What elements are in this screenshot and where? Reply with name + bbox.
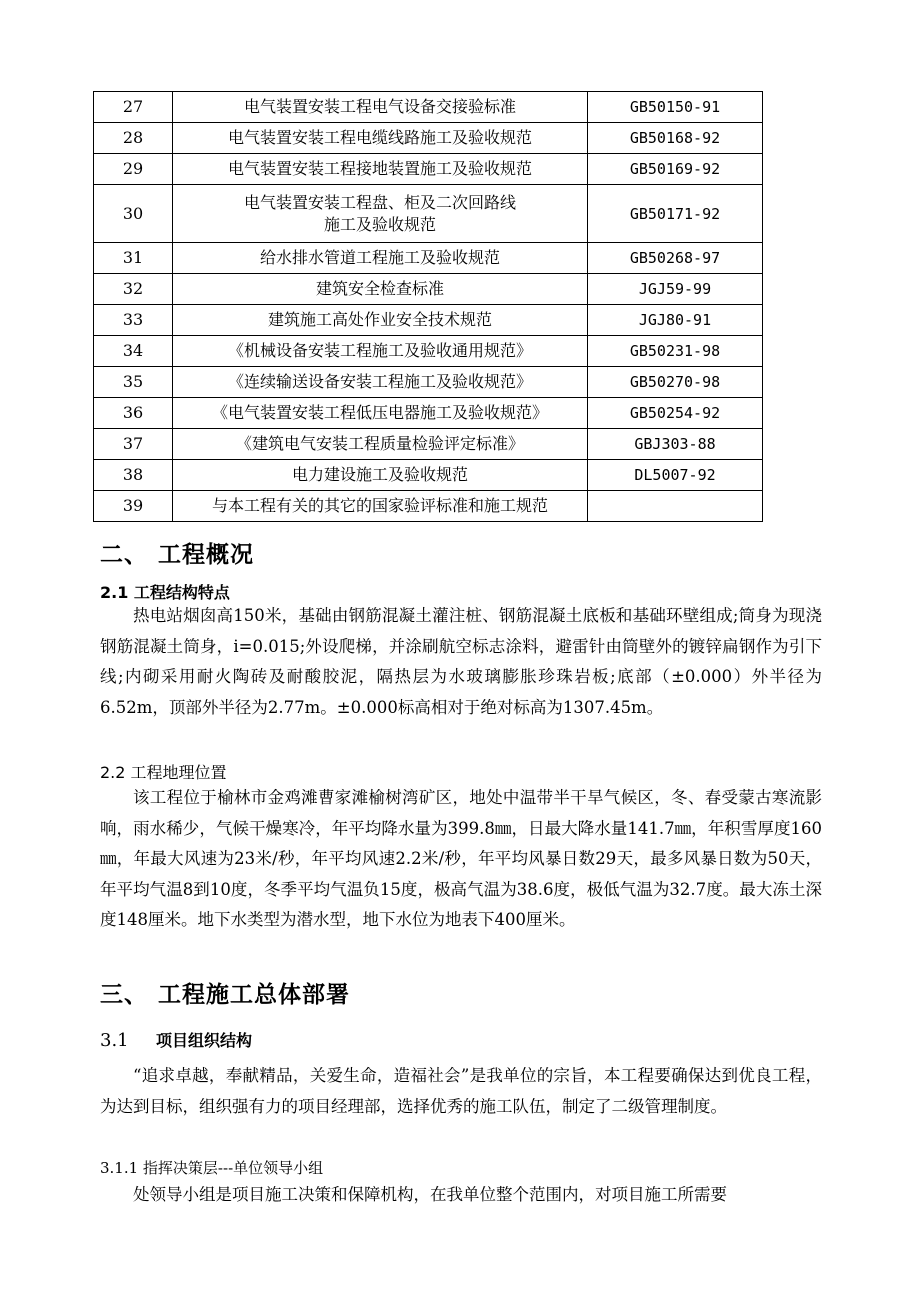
standard-code-cell: GBJ303-88 xyxy=(588,429,763,460)
row-number-cell: 36 xyxy=(94,398,173,429)
table-row xyxy=(94,123,763,154)
section-3-1-1-paragraph: 处领导小组是项目施工决策和保障机构，在我单位整个范围内，对项目施工所需要 xyxy=(133,1185,727,1204)
section-2-1-paragraph: 热电站烟囱高150米，基础由钢筋混凝土灌注桩、钢筋混凝土底板和基础环壁组成;筒身为现浇钢筋混凝土筒身，i=0.015;外设爬梯，并涂刷航空标志涂料，避雷针由筒壁外的镀锌扁钢作为引下线;内砌采用耐火陶砖及耐酸胶泥，隔热层为水玻璃膨胀珍珠岩板;底部（±0.000）外半径为6.52m，顶部外半径为2.77m。±0.000标高相对于绝对标高为1307.45m。 xyxy=(100,606,822,717)
standard-name-cell xyxy=(173,367,588,398)
standards-table-body xyxy=(94,92,763,522)
table-row xyxy=(94,367,763,398)
standard-name-line: 《连续输送设备安装工程施工及验收规范》 xyxy=(227,372,532,391)
table-row xyxy=(94,336,763,367)
table-row xyxy=(94,92,763,123)
standard-code-cell: JGJ80-91 xyxy=(588,305,763,336)
section-3-1-number: 3.1 xyxy=(100,1030,129,1051)
table-row xyxy=(94,491,763,522)
section-2-title: 工程概况 xyxy=(158,542,254,568)
table-row xyxy=(94,274,763,305)
standard-code-cell: GB50231-98 xyxy=(588,336,763,367)
standard-name-cell xyxy=(173,460,588,491)
standard-name-cell xyxy=(173,274,588,305)
section-3-1-1-heading: 3.1.1 指挥决策层---单位领导小组 xyxy=(100,1159,324,1177)
standard-name-line: 电力建设施工及验收规范 xyxy=(291,465,468,484)
section-2-number: 二、 xyxy=(100,542,148,568)
standard-name-line: 给水排水管道工程施工及验收规范 xyxy=(259,248,500,267)
section-3-title: 工程施工总体部署 xyxy=(158,982,350,1008)
row-number-cell: 28 xyxy=(94,123,173,154)
standard-name-line: 施工及验收规范 xyxy=(323,214,436,234)
standard-name-line: 电气装置安装工程接地装置施工及验收规范 xyxy=(227,159,532,178)
standard-name-line: 《电气装置安装工程低压电器施工及验收规范》 xyxy=(211,403,548,422)
row-number-cell: 35 xyxy=(94,367,173,398)
standard-name-cell xyxy=(173,398,588,429)
standard-name-cell xyxy=(173,154,588,185)
standard-code-cell: GB50171-92 xyxy=(588,185,763,243)
section-2-heading xyxy=(100,536,254,569)
standard-code-cell: GB50150-91 xyxy=(588,92,763,123)
standard-name-line: 《建筑电气安装工程质量检验评定标准》 xyxy=(235,434,524,453)
row-number-cell: 34 xyxy=(94,336,173,367)
row-number-cell: 37 xyxy=(94,429,173,460)
table-row xyxy=(94,398,763,429)
standard-code-cell: DL5007-92 xyxy=(588,460,763,491)
section-2-1-heading: 2.1 工程结构特点 xyxy=(100,583,230,602)
standard-name-line: 建筑施工高处作业安全技术规范 xyxy=(267,310,492,329)
row-number-cell: 38 xyxy=(94,460,173,491)
standard-name-line: 《机械设备安装工程施工及验收通用规范》 xyxy=(227,341,532,360)
section-3-1-title: 项目组织结构 xyxy=(156,1031,253,1050)
standard-name-cell xyxy=(173,429,588,460)
standard-code-cell xyxy=(588,491,763,522)
row-number-cell: 32 xyxy=(94,274,173,305)
row-number-cell: 33 xyxy=(94,305,173,336)
section-3-number: 三、 xyxy=(100,982,148,1008)
row-number-cell: 29 xyxy=(94,154,173,185)
row-number-cell: 31 xyxy=(94,243,173,274)
standard-name-cell xyxy=(173,243,588,274)
standard-code-cell: GB50254-92 xyxy=(588,398,763,429)
table-row xyxy=(94,460,763,491)
row-number-cell: 39 xyxy=(94,491,173,522)
standard-code-cell: GB50169-92 xyxy=(588,154,763,185)
section-3-1-heading xyxy=(100,1028,252,1051)
section-2-2-paragraph: 该工程位于榆林市金鸡滩曹家滩榆树湾矿区，地处中温带半干旱气候区，冬、春受蒙古寒流影响，雨水稀少，气候干燥寒冷，年平均降水量为399.8㎜，日最大降水量141.7㎜，年积雪厚度160㎜，年最大风速为23米/秒，年平均风速2.2米/秒，年平均风暴日数29天，最多风暴日数为50天，年平均气温8到10度，冬季平均气温负15度，极高气温为38.6度，极低气温为32.7度。最大冻土深度148厘米。地下水类型为潜水型，地下水位为地表下400厘米。 xyxy=(100,788,822,929)
standard-name-cell xyxy=(173,336,588,367)
standard-code-cell: GB50268-97 xyxy=(588,243,763,274)
standard-name-cell xyxy=(173,92,588,123)
standard-name-cell xyxy=(173,123,588,154)
standard-name-cell xyxy=(173,185,588,243)
section-2-2-heading: 2.2 工程地理位置 xyxy=(100,763,227,782)
standard-name-line: 电气装置安装工程盘、柜及二次回路线 xyxy=(243,192,516,212)
standard-name-cell xyxy=(173,491,588,522)
standard-code-cell: JGJ59-99 xyxy=(588,274,763,305)
table-row xyxy=(94,185,763,243)
table-row xyxy=(94,243,763,274)
standard-name-line: 电气装置安装工程电气设备交接验标准 xyxy=(243,97,516,116)
standard-name-line: 与本工程有关的其它的国家验评标准和施工规范 xyxy=(211,496,548,515)
table-row xyxy=(94,305,763,336)
standards-table xyxy=(93,91,763,522)
standard-name-line: 电气装置安装工程电缆线路施工及验收规范 xyxy=(227,128,532,147)
standard-name-cell xyxy=(173,305,588,336)
row-number-cell: 30 xyxy=(94,185,173,243)
section-3-1-paragraph: “追求卓越，奉献精品，关爱生命，造福社会”是我单位的宗旨，本工程要确保达到优良工程，为达到目标，组织强有力的项目经理部，选择优秀的施工队伍，制定了二级管理制度。 xyxy=(100,1066,822,1116)
row-number-cell: 27 xyxy=(94,92,173,123)
standard-code-cell: GB50168-92 xyxy=(588,123,763,154)
table-row xyxy=(94,154,763,185)
standard-name-line: 建筑安全检查标准 xyxy=(315,279,444,298)
section-3-heading xyxy=(100,976,350,1009)
table-row xyxy=(94,429,763,460)
standard-code-cell: GB50270-98 xyxy=(588,367,763,398)
